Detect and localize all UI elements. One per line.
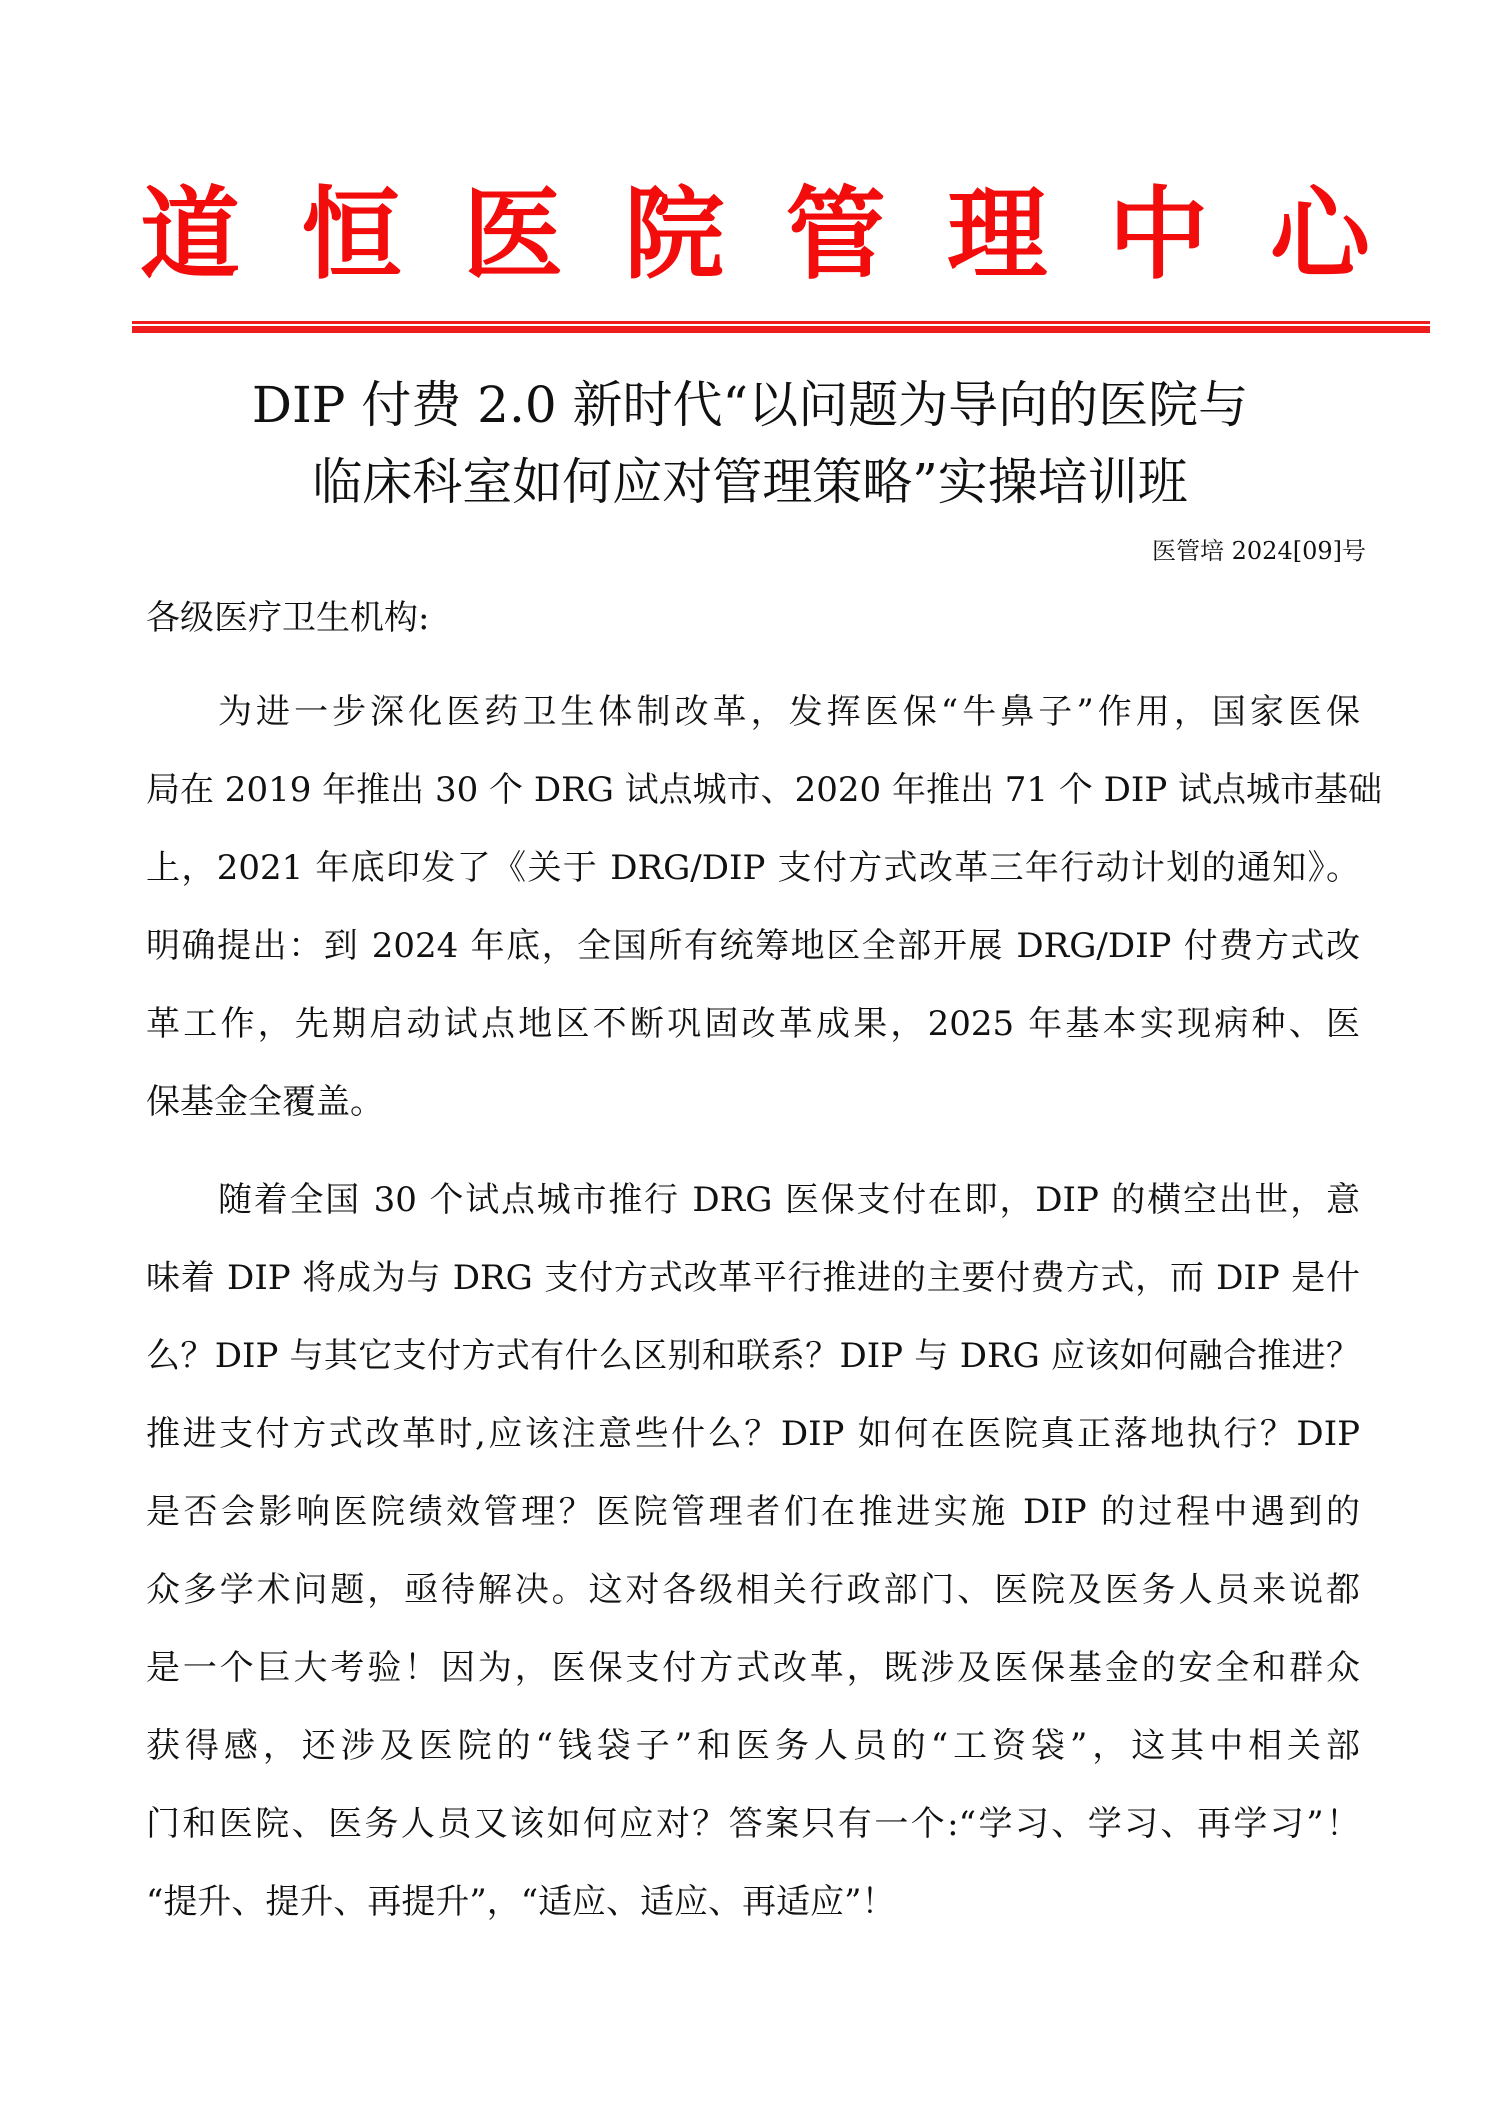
document-title-line-2: 临床科室如何应对管理策略”实操培训班 xyxy=(312,453,1188,511)
paragraph-line: 么？DIP 与其它支付方式有什么区别和联系？DIP 与 DRG 应该如何融合推进？ xyxy=(146,1336,1360,1376)
paragraph-line: 为进一步深化医药卫生体制改革，发挥医保“牛鼻子”作用，国家医保 xyxy=(218,692,1360,732)
paragraph-line: “提升、提升、再提升”，“适应、适应、再适应”！ xyxy=(146,1882,896,1922)
org-name-char: 医 xyxy=(462,176,563,293)
paragraph-line: 上，2021 年底印发了《关于 DRG/DIP 支付方式改革三年行动计划的通知》。 xyxy=(146,848,1360,888)
paragraph-line: 局在 2019 年推出 30 个 DRG 试点城市、2020 年推出 71 个 DIP 试点城市基础 xyxy=(146,770,1383,810)
org-name-char: 道 xyxy=(140,176,240,293)
salutation: 各级医疗卫生机构: xyxy=(146,598,430,638)
org-name-char: 中 xyxy=(1108,176,1209,293)
paragraph-line: 是一个巨大考验！因为，医保支付方式改革，既涉及医保基金的安全和群众 xyxy=(146,1648,1360,1688)
paragraph-line: 众多学术问题，亟待解决。这对各级相关行政部门、医院及医务人员来说都 xyxy=(146,1570,1360,1610)
org-name-char: 心 xyxy=(1269,176,1370,293)
header-divider-thick xyxy=(132,326,1430,333)
paragraph-line: 推进支付方式改革时,应该注意些什么？DIP 如何在医院真正落地执行？DIP xyxy=(146,1414,1360,1454)
body-paragraph-2 xyxy=(146,1178,1360,1958)
paragraph-line: 明确提出：到 2024 年底，全国所有统筹地区全部开展 DRG/DIP 付费方式改 xyxy=(146,926,1360,966)
org-name-char: 恒 xyxy=(301,176,402,293)
header-divider-thin xyxy=(132,321,1430,324)
paragraph-line: 随着全国 30 个试点城市推行 DRG 医保支付在即，DIP 的横空出世，意 xyxy=(218,1180,1360,1220)
body-paragraph-1 xyxy=(146,690,1383,1158)
document-title-line-1: DIP 付费 2.0 新时代“以问题为导向的医院与 xyxy=(251,376,1249,434)
paragraph-line: 保基金全覆盖。 xyxy=(146,1082,384,1122)
org-name-char: 理 xyxy=(947,176,1048,293)
paragraph-line: 味着 DIP 将成为与 DRG 支付方式改革平行推进的主要付费方式，而 DIP 是什 xyxy=(146,1258,1360,1298)
document-number: 医管培 2024[09]号 xyxy=(1152,537,1366,565)
org-header xyxy=(140,176,1370,293)
paragraph-line: 获得感，还涉及医院的“钱袋子”和医务人员的“工资袋”，这其中相关部 xyxy=(146,1726,1360,1766)
paragraph-line: 革工作，先期启动试点地区不断巩固改革成果，2025 年基本实现病种、医 xyxy=(146,1004,1360,1044)
org-name-char: 管 xyxy=(785,176,886,293)
org-name-char: 院 xyxy=(624,176,725,293)
paragraph-line: 是否会影响医院绩效管理？医院管理者们在推进实施 DIP 的过程中遇到的 xyxy=(146,1492,1360,1532)
paragraph-line: 门和医院、医务人员又该如何应对？答案只有一个:“学习、学习、再学习”！ xyxy=(146,1804,1360,1844)
